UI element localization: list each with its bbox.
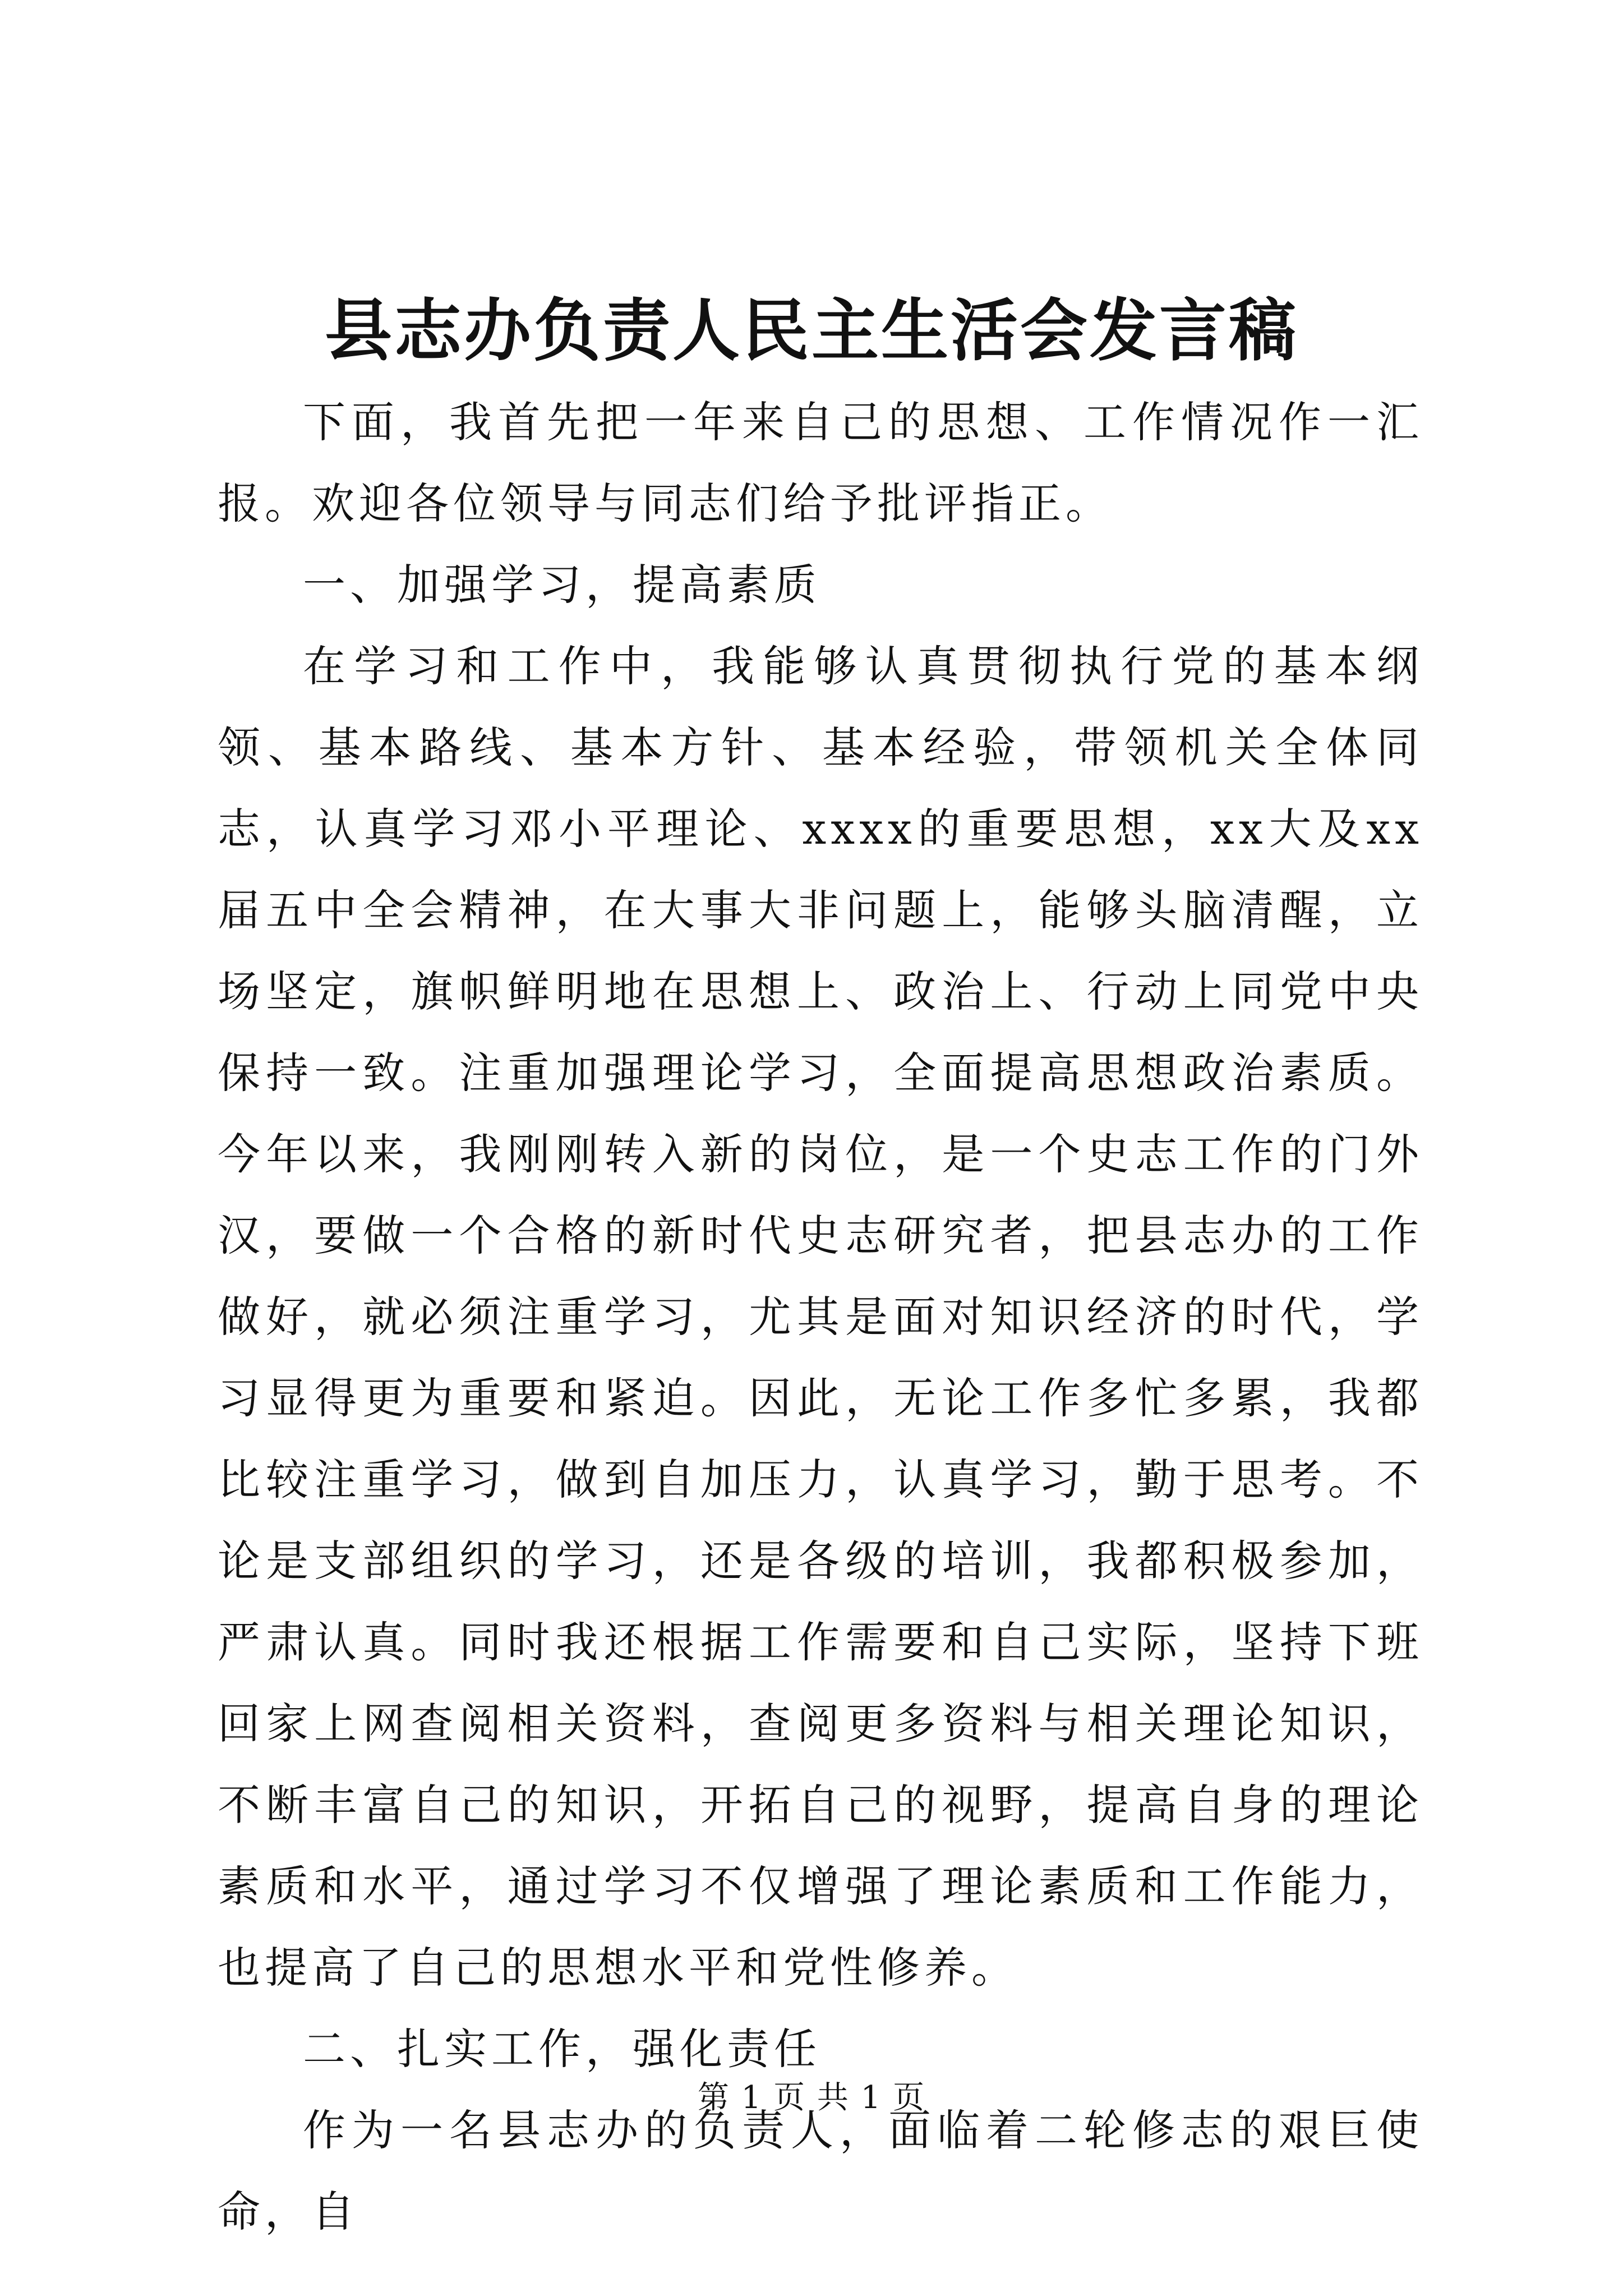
document-body — [218, 381, 1423, 2252]
paragraph-study: 在学习和工作中，我能够认真贯彻执行党的基本纲领、基本路线、基本方针、基本经验，带领机关全体同志，认真学习邓小平理论、xxxx的重要思想，xx大及xx届五中全会精神，在大事大非问题上，能够头脑清醒，立场坚定，旗帜鲜明地在思想上、政治上、行动上同党中央保持一致。注重加强理论学习，全面提高思想政治素质。今年以来，我刚刚转入新的岗位，是一个史志工作的门外汉，要做一个合格的新时代史志研究者，把县志办的工作做好，就必须注重学习，尤其是面对知识经济的时代，学习显得更为重要和紧迫。因此，无论工作多忙多累，我都比较注重学习，做到自加压力，认真学习，勤于思考。不论是支部组织的学习，还是各级的培训，我都积极参加，严肃认真。同时我还根据工作需要和自己实际，坚持下班回家上网查阅相关资料，查阅更多资料与相关理论知识，不断丰富自己的知识，开拓自己的视野，提高自身的理论素质和水平，通过学习不仅增强了理论素质和工作能力，也提高了自己的思想水平和党性修养。 — [218, 641, 1423, 1993]
paragraph-intro: 下面，我首先把一年来自己的思想、工作情况作一汇报。欢迎各位领导与同志们给予批评指正。 — [218, 397, 1423, 528]
document-title: 县志办负责人民主生活会发言稿 — [325, 291, 1298, 370]
paragraph-work: 作为一名县志办的负责人，面临着二轮修志的艰巨使命，自 — [218, 2105, 1423, 2237]
page-footer: 第 1 页 共 1 页 — [697, 2079, 926, 2116]
section-heading-1: 一、加强学习，提高素质 — [303, 560, 821, 610]
section-heading-2: 二、扎实工作，强化责任 — [303, 2024, 821, 2074]
